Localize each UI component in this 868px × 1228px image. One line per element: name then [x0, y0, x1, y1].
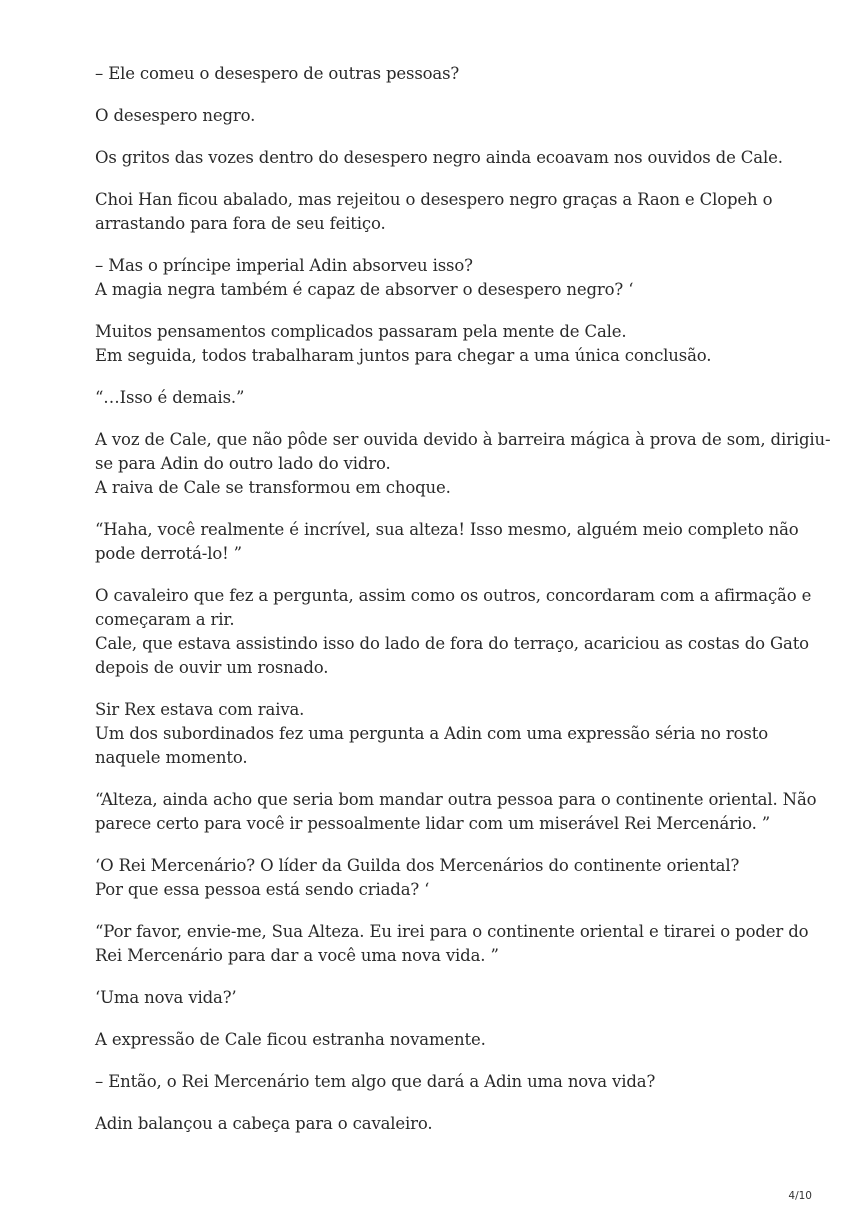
text-line: O desespero negro.	[95, 106, 256, 125]
page-number: 4/10	[788, 1190, 812, 1202]
text-line: parece certo para você ir pessoalmente lidar com um miserável Rei Mercenário. ”	[95, 814, 771, 833]
text-line: Os gritos das vozes dentro do desespero negro ainda ecoavam nos ouvidos de Cale.	[95, 148, 783, 167]
text-line: Adin balançou a cabeça para o cavaleiro.	[95, 1114, 433, 1133]
text-line: Choi Han ficou abalado, mas rejeitou o desespero negro graças a Raon e Clopeh o	[95, 190, 773, 209]
text-line: Sir Rex estava com raiva.	[95, 700, 305, 719]
text-line: “Por favor, envie-me, Sua Alteza. Eu irei para o continente oriental e tirarei o poder do	[95, 922, 809, 941]
text-line: naquele momento.	[95, 748, 248, 767]
text-line: pode derrotá-lo! ”	[95, 544, 242, 563]
text-line: “Alteza, ainda acho que seria bom mandar outra pessoa para o continente oriental. Não	[95, 790, 817, 809]
text-line: A magia negra também é capaz de absorver o desespero negro? ‘	[95, 280, 634, 299]
text-line: se para Adin do outro lado do vidro.	[95, 454, 391, 473]
text-line: Cale, que estava assistindo isso do lado de fora do terraço, acariciou as costas do Gato	[95, 634, 809, 653]
text-line: arrastando para fora de seu feitiço.	[95, 214, 386, 233]
document-body	[95, 62, 831, 1154]
paragraph	[95, 698, 785, 770]
paragraph	[95, 386, 785, 410]
paragraph	[95, 254, 785, 302]
text-line: Muitos pensamentos complicados passaram pela mente de Cale.	[95, 322, 627, 341]
paragraph	[95, 320, 785, 368]
text-line: “Haha, você realmente é incrível, sua alteza! Isso mesmo, alguém meio completo não	[95, 520, 799, 539]
text-line: Em seguida, todos trabalharam juntos para chegar a uma única conclusão.	[95, 346, 712, 365]
text-line: – Mas o príncipe imperial Adin absorveu isso?	[95, 256, 473, 275]
text-line: Um dos subordinados fez uma pergunta a Adin com uma expressão séria no rosto	[95, 724, 769, 743]
paragraph	[95, 104, 785, 128]
text-line: A voz de Cale, que não pôde ser ouvida devido à barreira mágica à prova de som, dirigiu-	[95, 430, 831, 449]
text-line: A expressão de Cale ficou estranha novamente.	[95, 1030, 486, 1049]
paragraph	[95, 1070, 785, 1094]
paragraph	[95, 188, 785, 236]
paragraph	[95, 920, 809, 968]
paragraph	[95, 1028, 785, 1052]
paragraph	[95, 788, 817, 836]
text-line: ‘Uma nova vida?’	[95, 988, 237, 1007]
text-line: A raiva de Cale se transformou em choque.	[95, 478, 451, 497]
text-line: Rei Mercenário para dar a você uma nova vida. ”	[95, 946, 499, 965]
paragraph	[95, 1112, 785, 1136]
text-line: ‘O Rei Mercenário? O líder da Guilda dos Mercenários do continente oriental?	[95, 856, 740, 875]
text-line: – Ele comeu o desespero de outras pessoas?	[95, 64, 460, 83]
text-line: O cavaleiro que fez a pergunta, assim como os outros, concordaram com a afirmação e	[95, 586, 812, 605]
text-line: Por que essa pessoa está sendo criada? ‘	[95, 880, 430, 899]
paragraph	[95, 986, 785, 1010]
text-line: “…Isso é demais.”	[95, 388, 245, 407]
text-line: começaram a rir.	[95, 610, 235, 629]
paragraph	[95, 146, 785, 170]
paragraph	[95, 428, 831, 500]
paragraph	[95, 854, 785, 902]
text-line: depois de ouvir um rosnado.	[95, 658, 329, 677]
paragraph	[95, 584, 812, 680]
text-line: – Então, o Rei Mercenário tem algo que dará a Adin uma nova vida?	[95, 1072, 656, 1091]
paragraph	[95, 62, 785, 86]
paragraph	[95, 518, 799, 566]
